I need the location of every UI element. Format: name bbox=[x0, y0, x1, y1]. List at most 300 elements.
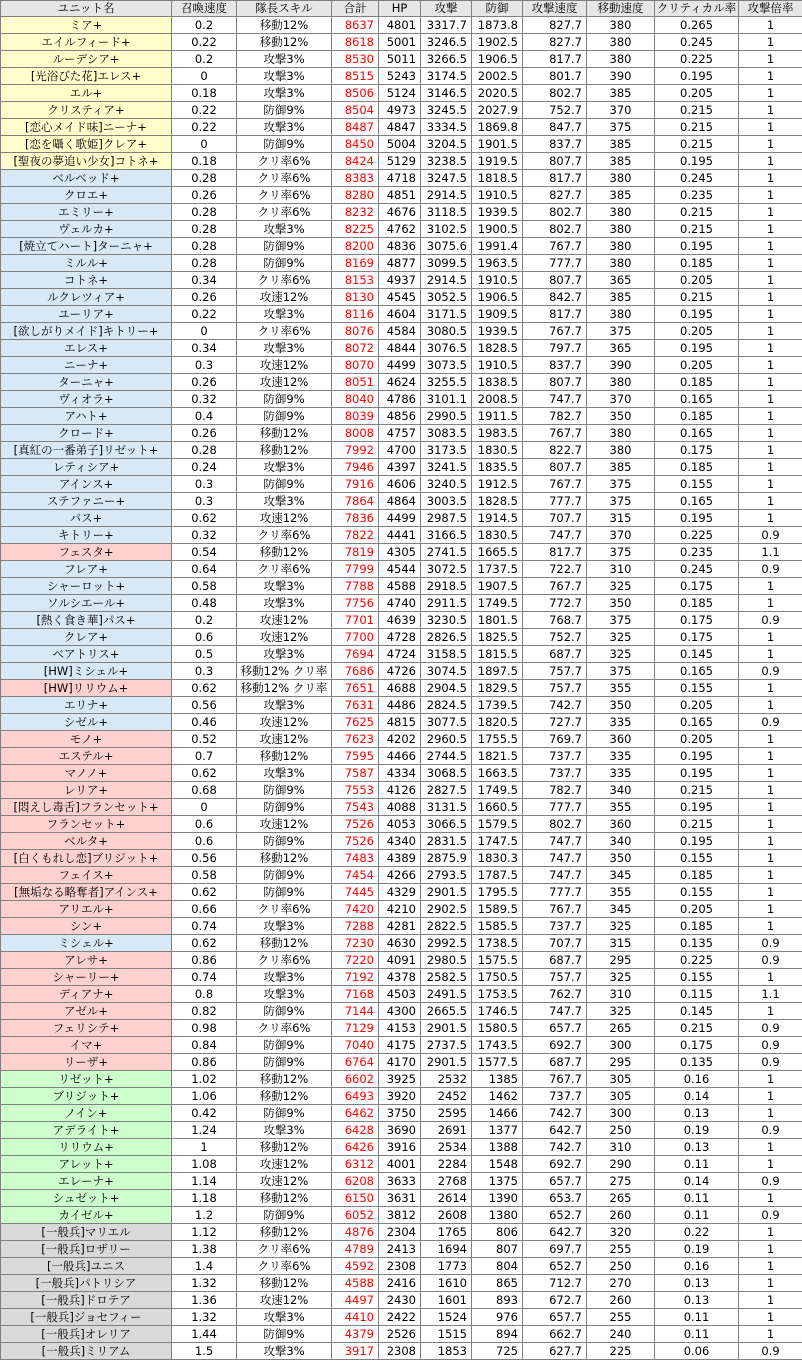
unit-name-cell[interactable]: [熱く食き華]パス+ bbox=[1, 612, 172, 629]
attack-cell[interactable]: 1524 bbox=[421, 1309, 472, 1326]
attack-cell[interactable]: 2826.5 bbox=[421, 629, 472, 646]
critical-rate-cell[interactable]: 0.175 bbox=[655, 442, 739, 459]
hp-cell[interactable]: 2308 bbox=[379, 1258, 421, 1275]
attack-cell[interactable]: 3255.5 bbox=[421, 374, 472, 391]
leader-skill-cell[interactable]: 防御9% bbox=[237, 476, 332, 493]
summon-speed-cell[interactable]: 0 bbox=[172, 799, 237, 816]
summon-speed-cell[interactable]: 1.08 bbox=[172, 1156, 237, 1173]
critical-rate-cell[interactable]: 0.155 bbox=[655, 884, 739, 901]
move-speed-cell[interactable]: 375 bbox=[587, 612, 655, 629]
defense-cell[interactable]: 1897.5 bbox=[472, 663, 523, 680]
attack-cell[interactable]: 2691 bbox=[421, 1122, 472, 1139]
attack-multiplier-cell[interactable]: 1 bbox=[739, 765, 802, 782]
hp-cell[interactable]: 3750 bbox=[379, 1105, 421, 1122]
critical-rate-cell[interactable]: 0.215 bbox=[655, 102, 739, 119]
summon-speed-cell[interactable]: 0.4 bbox=[172, 408, 237, 425]
attack-speed-cell[interactable]: 687.7 bbox=[523, 952, 587, 969]
total-cell[interactable]: 7220 bbox=[332, 952, 379, 969]
hp-cell[interactable]: 4266 bbox=[379, 867, 421, 884]
attack-speed-cell[interactable]: 817.7 bbox=[523, 170, 587, 187]
move-speed-cell[interactable]: 375 bbox=[587, 476, 655, 493]
move-speed-cell[interactable]: 365 bbox=[587, 272, 655, 289]
critical-rate-cell[interactable]: 0.185 bbox=[655, 918, 739, 935]
attack-cell[interactable]: 2980.5 bbox=[421, 952, 472, 969]
unit-name-cell[interactable]: レティシア+ bbox=[1, 459, 172, 476]
total-cell[interactable]: 8530 bbox=[332, 51, 379, 68]
critical-rate-cell[interactable]: 0.155 bbox=[655, 680, 739, 697]
hp-cell[interactable]: 4847 bbox=[379, 119, 421, 136]
move-speed-cell[interactable]: 265 bbox=[587, 1190, 655, 1207]
hp-cell[interactable]: 5129 bbox=[379, 153, 421, 170]
defense-cell[interactable]: 1575.5 bbox=[472, 952, 523, 969]
critical-rate-cell[interactable]: 0.185 bbox=[655, 867, 739, 884]
defense-cell[interactable]: 1830.5 bbox=[472, 442, 523, 459]
attack-cell[interactable]: 2534 bbox=[421, 1139, 472, 1156]
attack-cell[interactable]: 2452 bbox=[421, 1088, 472, 1105]
attack-multiplier-cell[interactable]: 1 bbox=[739, 1003, 802, 1020]
critical-rate-cell[interactable]: 0.215 bbox=[655, 782, 739, 799]
total-cell[interactable]: 6052 bbox=[332, 1207, 379, 1224]
summon-speed-cell[interactable]: 0.2 bbox=[172, 51, 237, 68]
move-speed-cell[interactable]: 275 bbox=[587, 1173, 655, 1190]
leader-skill-cell[interactable]: 移動12% bbox=[237, 935, 332, 952]
unit-name-cell[interactable]: シュゼット+ bbox=[1, 1190, 172, 1207]
unit-name-cell[interactable]: エレーナ+ bbox=[1, 1173, 172, 1190]
defense-cell[interactable]: 1821.5 bbox=[472, 748, 523, 765]
attack-multiplier-cell[interactable]: 1.1 bbox=[739, 544, 802, 561]
defense-cell[interactable]: 1577.5 bbox=[472, 1054, 523, 1071]
unit-name-cell[interactable]: アハト+ bbox=[1, 408, 172, 425]
defense-cell[interactable]: 1753.5 bbox=[472, 986, 523, 1003]
move-speed-cell[interactable]: 255 bbox=[587, 1309, 655, 1326]
total-cell[interactable]: 3917 bbox=[332, 1343, 379, 1360]
attack-cell[interactable]: 2491.5 bbox=[421, 986, 472, 1003]
critical-rate-cell[interactable]: 0.205 bbox=[655, 357, 739, 374]
attack-multiplier-cell[interactable]: 1 bbox=[739, 1275, 802, 1292]
critical-rate-cell[interactable]: 0.195 bbox=[655, 833, 739, 850]
unit-name-cell[interactable]: ベルタ+ bbox=[1, 833, 172, 850]
total-cell[interactable]: 6462 bbox=[332, 1105, 379, 1122]
hp-cell[interactable]: 4499 bbox=[379, 357, 421, 374]
unit-name-cell[interactable]: ソルシエール+ bbox=[1, 595, 172, 612]
unit-name-cell[interactable]: ミルル+ bbox=[1, 255, 172, 272]
attack-cell[interactable]: 3077.5 bbox=[421, 714, 472, 731]
leader-skill-cell[interactable]: 攻速12% bbox=[237, 629, 332, 646]
total-cell[interactable]: 8504 bbox=[332, 102, 379, 119]
leader-skill-cell[interactable]: 防御9% bbox=[237, 1105, 332, 1122]
hp-cell[interactable]: 4300 bbox=[379, 1003, 421, 1020]
move-speed-cell[interactable]: 380 bbox=[587, 425, 655, 442]
attack-cell[interactable]: 2822.5 bbox=[421, 918, 472, 935]
unit-name-cell[interactable]: シゼル+ bbox=[1, 714, 172, 731]
summon-speed-cell[interactable]: 0.6 bbox=[172, 816, 237, 833]
total-cell[interactable]: 8051 bbox=[332, 374, 379, 391]
attack-multiplier-cell[interactable]: 0.9 bbox=[739, 561, 802, 578]
attack-cell[interactable]: 2665.5 bbox=[421, 1003, 472, 1020]
critical-rate-cell[interactable]: 0.235 bbox=[655, 187, 739, 204]
summon-speed-cell[interactable]: 0.26 bbox=[172, 425, 237, 442]
summon-speed-cell[interactable]: 0.62 bbox=[172, 680, 237, 697]
move-speed-cell[interactable]: 295 bbox=[587, 952, 655, 969]
leader-skill-cell[interactable]: 攻撃3% bbox=[237, 85, 332, 102]
unit-name-cell[interactable]: ヴェルカ+ bbox=[1, 221, 172, 238]
move-speed-cell[interactable]: 375 bbox=[587, 323, 655, 340]
summon-speed-cell[interactable]: 0.22 bbox=[172, 102, 237, 119]
summon-speed-cell[interactable]: 0.6 bbox=[172, 833, 237, 850]
attack-multiplier-cell[interactable]: 1 bbox=[739, 102, 802, 119]
attack-cell[interactable]: 3247.5 bbox=[421, 170, 472, 187]
attack-multiplier-cell[interactable]: 0.9 bbox=[739, 1173, 802, 1190]
attack-multiplier-cell[interactable]: 1 bbox=[739, 289, 802, 306]
critical-rate-cell[interactable]: 0.175 bbox=[655, 629, 739, 646]
defense-cell[interactable]: 1909.5 bbox=[472, 306, 523, 323]
attack-speed-cell[interactable]: 757.7 bbox=[523, 969, 587, 986]
hp-cell[interactable]: 4126 bbox=[379, 782, 421, 799]
leader-skill-cell[interactable]: 攻撃3% bbox=[237, 969, 332, 986]
defense-cell[interactable]: 1991.4 bbox=[472, 238, 523, 255]
unit-name-cell[interactable]: エル+ bbox=[1, 85, 172, 102]
critical-rate-cell[interactable]: 0.225 bbox=[655, 51, 739, 68]
attack-speed-cell[interactable]: 777.7 bbox=[523, 493, 587, 510]
unit-name-cell[interactable]: [一般兵]オレリア bbox=[1, 1326, 172, 1343]
attack-speed-cell[interactable]: 807.7 bbox=[523, 459, 587, 476]
defense-cell[interactable]: 1873.8 bbox=[472, 17, 523, 34]
leader-skill-cell[interactable]: 移動12% bbox=[237, 1139, 332, 1156]
total-cell[interactable]: 8424 bbox=[332, 153, 379, 170]
move-speed-cell[interactable]: 325 bbox=[587, 646, 655, 663]
attack-cell[interactable]: 2902.5 bbox=[421, 901, 472, 918]
defense-cell[interactable]: 1829.5 bbox=[472, 680, 523, 697]
leader-skill-cell[interactable]: 移動12% bbox=[237, 1275, 332, 1292]
defense-cell[interactable]: 1738.5 bbox=[472, 935, 523, 952]
attack-speed-cell[interactable]: 797.7 bbox=[523, 340, 587, 357]
leader-skill-cell[interactable]: 攻撃3% bbox=[237, 578, 332, 595]
total-cell[interactable]: 4410 bbox=[332, 1309, 379, 1326]
critical-rate-cell[interactable]: 0.205 bbox=[655, 323, 739, 340]
move-speed-cell[interactable]: 305 bbox=[587, 1071, 655, 1088]
summon-speed-cell[interactable]: 0 bbox=[172, 323, 237, 340]
attack-multiplier-cell[interactable]: 0.9 bbox=[739, 1054, 802, 1071]
total-cell[interactable]: 7288 bbox=[332, 918, 379, 935]
attack-speed-cell[interactable]: 777.7 bbox=[523, 799, 587, 816]
move-speed-cell[interactable]: 310 bbox=[587, 561, 655, 578]
attack-multiplier-cell[interactable]: 0.9 bbox=[739, 952, 802, 969]
defense-cell[interactable]: 1900.5 bbox=[472, 221, 523, 238]
unit-name-cell[interactable]: クロエ+ bbox=[1, 187, 172, 204]
critical-rate-cell[interactable]: 0.13 bbox=[655, 1275, 739, 1292]
unit-name-cell[interactable]: シャーリー+ bbox=[1, 969, 172, 986]
unit-name-cell[interactable]: ルーデシア+ bbox=[1, 51, 172, 68]
attack-cell[interactable]: 2532 bbox=[421, 1071, 472, 1088]
attack-cell[interactable]: 2990.5 bbox=[421, 408, 472, 425]
critical-rate-cell[interactable]: 0.22 bbox=[655, 1224, 739, 1241]
critical-rate-cell[interactable]: 0.245 bbox=[655, 170, 739, 187]
attack-multiplier-cell[interactable]: 1 bbox=[739, 867, 802, 884]
summon-speed-cell[interactable]: 0.3 bbox=[172, 663, 237, 680]
attack-multiplier-cell[interactable]: 1 bbox=[739, 306, 802, 323]
move-speed-cell[interactable]: 345 bbox=[587, 901, 655, 918]
critical-rate-cell[interactable]: 0.145 bbox=[655, 1003, 739, 1020]
move-speed-cell[interactable]: 375 bbox=[587, 119, 655, 136]
hp-cell[interactable]: 4281 bbox=[379, 918, 421, 935]
move-speed-cell[interactable]: 385 bbox=[587, 136, 655, 153]
leader-skill-cell[interactable]: 移動12% クリ率 bbox=[237, 663, 332, 680]
unit-name-cell[interactable]: アデライト+ bbox=[1, 1122, 172, 1139]
total-cell[interactable]: 7788 bbox=[332, 578, 379, 595]
unit-name-cell[interactable]: [白くもれし恋]ブリジット+ bbox=[1, 850, 172, 867]
attack-cell[interactable]: 2744.5 bbox=[421, 748, 472, 765]
total-cell[interactable]: 7595 bbox=[332, 748, 379, 765]
leader-skill-cell[interactable]: 攻撃3% bbox=[237, 493, 332, 510]
attack-cell[interactable]: 3174.5 bbox=[421, 68, 472, 85]
unit-name-cell[interactable]: アリエル+ bbox=[1, 901, 172, 918]
defense-cell[interactable]: 1795.5 bbox=[472, 884, 523, 901]
attack-speed-cell[interactable]: 737.7 bbox=[523, 1088, 587, 1105]
critical-rate-cell[interactable]: 0.165 bbox=[655, 714, 739, 731]
critical-rate-cell[interactable]: 0.215 bbox=[655, 289, 739, 306]
attack-cell[interactable]: 2960.5 bbox=[421, 731, 472, 748]
hp-cell[interactable]: 4606 bbox=[379, 476, 421, 493]
leader-skill-cell[interactable]: 移動12% bbox=[237, 748, 332, 765]
total-cell[interactable]: 6602 bbox=[332, 1071, 379, 1088]
attack-speed-cell[interactable]: 827.7 bbox=[523, 187, 587, 204]
move-speed-cell[interactable]: 380 bbox=[587, 238, 655, 255]
unit-name-cell[interactable]: クリスティア+ bbox=[1, 102, 172, 119]
attack-cell[interactable]: 2901.5 bbox=[421, 1054, 472, 1071]
total-cell[interactable]: 8618 bbox=[332, 34, 379, 51]
critical-rate-cell[interactable]: 0.165 bbox=[655, 425, 739, 442]
unit-name-cell[interactable]: ステファニー+ bbox=[1, 493, 172, 510]
hp-cell[interactable]: 4937 bbox=[379, 272, 421, 289]
leader-skill-cell[interactable]: クリ率6% bbox=[237, 952, 332, 969]
attack-cell[interactable]: 1515 bbox=[421, 1326, 472, 1343]
unit-name-cell[interactable]: イマ+ bbox=[1, 1037, 172, 1054]
move-speed-cell[interactable]: 260 bbox=[587, 1292, 655, 1309]
move-speed-cell[interactable]: 355 bbox=[587, 680, 655, 697]
attack-cell[interactable]: 3246.5 bbox=[421, 34, 472, 51]
attack-cell[interactable]: 2768 bbox=[421, 1173, 472, 1190]
attack-cell[interactable]: 3003.5 bbox=[421, 493, 472, 510]
total-cell[interactable]: 8008 bbox=[332, 425, 379, 442]
move-speed-cell[interactable]: 335 bbox=[587, 748, 655, 765]
critical-rate-cell[interactable]: 0.185 bbox=[655, 374, 739, 391]
unit-name-cell[interactable]: アインス+ bbox=[1, 476, 172, 493]
unit-name-cell[interactable]: シャーロット+ bbox=[1, 578, 172, 595]
leader-skill-cell[interactable]: 攻撃3% bbox=[237, 595, 332, 612]
summon-speed-cell[interactable]: 1.32 bbox=[172, 1309, 237, 1326]
hp-cell[interactable]: 4053 bbox=[379, 816, 421, 833]
attack-cell[interactable]: 3118.5 bbox=[421, 204, 472, 221]
attack-speed-cell[interactable]: 767.7 bbox=[523, 425, 587, 442]
attack-speed-cell[interactable]: 807.7 bbox=[523, 153, 587, 170]
hp-cell[interactable]: 4864 bbox=[379, 493, 421, 510]
hp-cell[interactable]: 4815 bbox=[379, 714, 421, 731]
attack-cell[interactable]: 1853 bbox=[421, 1343, 472, 1360]
defense-cell[interactable]: 1914.5 bbox=[472, 510, 523, 527]
hp-cell[interactable]: 4724 bbox=[379, 646, 421, 663]
attack-cell[interactable]: 2875.9 bbox=[421, 850, 472, 867]
move-speed-cell[interactable]: 375 bbox=[587, 493, 655, 510]
attack-speed-cell[interactable]: 757.7 bbox=[523, 680, 587, 697]
col-header-critical-rate[interactable]: クリティカル率 bbox=[655, 1, 739, 17]
summon-speed-cell[interactable]: 0.26 bbox=[172, 187, 237, 204]
attack-cell[interactable]: 3099.5 bbox=[421, 255, 472, 272]
total-cell[interactable]: 6312 bbox=[332, 1156, 379, 1173]
total-cell[interactable]: 7623 bbox=[332, 731, 379, 748]
attack-multiplier-cell[interactable]: 1 bbox=[739, 323, 802, 340]
attack-multiplier-cell[interactable]: 0.9 bbox=[739, 935, 802, 952]
hp-cell[interactable]: 4639 bbox=[379, 612, 421, 629]
defense-cell[interactable]: 1388 bbox=[472, 1139, 523, 1156]
summon-speed-cell[interactable]: 0.32 bbox=[172, 527, 237, 544]
attack-speed-cell[interactable]: 727.7 bbox=[523, 714, 587, 731]
attack-multiplier-cell[interactable]: 1 bbox=[739, 442, 802, 459]
attack-cell[interactable]: 3146.5 bbox=[421, 85, 472, 102]
summon-speed-cell[interactable]: 0.62 bbox=[172, 510, 237, 527]
attack-speed-cell[interactable]: 767.7 bbox=[523, 238, 587, 255]
hp-cell[interactable]: 4676 bbox=[379, 204, 421, 221]
attack-multiplier-cell[interactable]: 1 bbox=[739, 238, 802, 255]
hp-cell[interactable]: 4844 bbox=[379, 340, 421, 357]
attack-cell[interactable]: 3131.5 bbox=[421, 799, 472, 816]
total-cell[interactable]: 7819 bbox=[332, 544, 379, 561]
leader-skill-cell[interactable]: 移動12% bbox=[237, 1190, 332, 1207]
critical-rate-cell[interactable]: 0.115 bbox=[655, 986, 739, 1003]
hp-cell[interactable]: 4856 bbox=[379, 408, 421, 425]
summon-speed-cell[interactable]: 0.46 bbox=[172, 714, 237, 731]
move-speed-cell[interactable]: 335 bbox=[587, 714, 655, 731]
critical-rate-cell[interactable]: 0.11 bbox=[655, 1190, 739, 1207]
hp-cell[interactable]: 4740 bbox=[379, 595, 421, 612]
attack-speed-cell[interactable]: 747.7 bbox=[523, 833, 587, 850]
attack-speed-cell[interactable]: 757.7 bbox=[523, 663, 587, 680]
move-speed-cell[interactable]: 365 bbox=[587, 340, 655, 357]
summon-speed-cell[interactable]: 0.62 bbox=[172, 765, 237, 782]
attack-cell[interactable]: 2987.5 bbox=[421, 510, 472, 527]
unit-name-cell[interactable]: シン+ bbox=[1, 918, 172, 935]
defense-cell[interactable]: 1828.5 bbox=[472, 493, 523, 510]
attack-speed-cell[interactable]: 837.7 bbox=[523, 357, 587, 374]
attack-cell[interactable]: 2911.5 bbox=[421, 595, 472, 612]
hp-cell[interactable]: 4378 bbox=[379, 969, 421, 986]
attack-cell[interactable]: 1601 bbox=[421, 1292, 472, 1309]
hp-cell[interactable]: 4877 bbox=[379, 255, 421, 272]
hp-cell[interactable]: 4088 bbox=[379, 799, 421, 816]
attack-multiplier-cell[interactable]: 1 bbox=[739, 374, 802, 391]
unit-name-cell[interactable]: [一般兵]ジョセフィー bbox=[1, 1309, 172, 1326]
unit-name-cell[interactable]: [光浴びた花]エレス+ bbox=[1, 68, 172, 85]
leader-skill-cell[interactable]: 攻撃3% bbox=[237, 697, 332, 714]
attack-cell[interactable]: 3266.5 bbox=[421, 51, 472, 68]
leader-skill-cell[interactable]: 攻速12% bbox=[237, 1292, 332, 1309]
attack-speed-cell[interactable]: 642.7 bbox=[523, 1122, 587, 1139]
critical-rate-cell[interactable]: 0.195 bbox=[655, 748, 739, 765]
attack-multiplier-cell[interactable]: 1 bbox=[739, 1190, 802, 1207]
critical-rate-cell[interactable]: 0.155 bbox=[655, 969, 739, 986]
leader-skill-cell[interactable]: 攻撃3% bbox=[237, 1309, 332, 1326]
attack-speed-cell[interactable]: 657.7 bbox=[523, 1309, 587, 1326]
attack-multiplier-cell[interactable]: 1 bbox=[739, 969, 802, 986]
critical-rate-cell[interactable]: 0.175 bbox=[655, 578, 739, 595]
hp-cell[interactable]: 4630 bbox=[379, 935, 421, 952]
critical-rate-cell[interactable]: 0.16 bbox=[655, 1071, 739, 1088]
attack-cell[interactable]: 2918.5 bbox=[421, 578, 472, 595]
critical-rate-cell[interactable]: 0.215 bbox=[655, 1020, 739, 1037]
move-speed-cell[interactable]: 360 bbox=[587, 731, 655, 748]
total-cell[interactable]: 7631 bbox=[332, 697, 379, 714]
hp-cell[interactable]: 2413 bbox=[379, 1241, 421, 1258]
total-cell[interactable]: 7701 bbox=[332, 612, 379, 629]
defense-cell[interactable]: 1910.5 bbox=[472, 187, 523, 204]
move-speed-cell[interactable]: 300 bbox=[587, 1037, 655, 1054]
move-speed-cell[interactable]: 380 bbox=[587, 51, 655, 68]
summon-speed-cell[interactable]: 0.18 bbox=[172, 153, 237, 170]
attack-speed-cell[interactable]: 747.7 bbox=[523, 527, 587, 544]
attack-multiplier-cell[interactable]: 1 bbox=[739, 1309, 802, 1326]
summon-speed-cell[interactable]: 0.28 bbox=[172, 204, 237, 221]
total-cell[interactable]: 6493 bbox=[332, 1088, 379, 1105]
total-cell[interactable]: 7454 bbox=[332, 867, 379, 884]
defense-cell[interactable]: 1869.8 bbox=[472, 119, 523, 136]
move-speed-cell[interactable]: 350 bbox=[587, 595, 655, 612]
attack-speed-cell[interactable]: 737.7 bbox=[523, 765, 587, 782]
critical-rate-cell[interactable]: 0.215 bbox=[655, 136, 739, 153]
move-speed-cell[interactable]: 305 bbox=[587, 1088, 655, 1105]
move-speed-cell[interactable]: 250 bbox=[587, 1258, 655, 1275]
total-cell[interactable]: 7946 bbox=[332, 459, 379, 476]
unit-name-cell[interactable]: [焼立てハート]ターニャ+ bbox=[1, 238, 172, 255]
hp-cell[interactable]: 3920 bbox=[379, 1088, 421, 1105]
total-cell[interactable]: 7700 bbox=[332, 629, 379, 646]
leader-skill-cell[interactable]: 攻速12% bbox=[237, 612, 332, 629]
attack-speed-cell[interactable]: 767.7 bbox=[523, 1071, 587, 1088]
leader-skill-cell[interactable]: クリ率6% bbox=[237, 1258, 332, 1275]
attack-speed-cell[interactable]: 807.7 bbox=[523, 374, 587, 391]
attack-cell[interactable]: 3101.1 bbox=[421, 391, 472, 408]
unit-name-cell[interactable]: ベルベッド+ bbox=[1, 170, 172, 187]
unit-name-cell[interactable]: ミシェル+ bbox=[1, 935, 172, 952]
attack-speed-cell[interactable]: 769.7 bbox=[523, 731, 587, 748]
summon-speed-cell[interactable]: 0.74 bbox=[172, 918, 237, 935]
attack-speed-cell[interactable]: 782.7 bbox=[523, 408, 587, 425]
total-cell[interactable]: 8487 bbox=[332, 119, 379, 136]
attack-speed-cell[interactable]: 747.7 bbox=[523, 391, 587, 408]
move-speed-cell[interactable]: 340 bbox=[587, 833, 655, 850]
total-cell[interactable]: 8116 bbox=[332, 306, 379, 323]
total-cell[interactable]: 7553 bbox=[332, 782, 379, 799]
defense-cell[interactable]: 1746.5 bbox=[472, 1003, 523, 1020]
summon-speed-cell[interactable]: 1.4 bbox=[172, 1258, 237, 1275]
attack-speed-cell[interactable]: 767.7 bbox=[523, 323, 587, 340]
unit-name-cell[interactable]: フェリシテ+ bbox=[1, 1020, 172, 1037]
move-speed-cell[interactable]: 370 bbox=[587, 527, 655, 544]
unit-name-cell[interactable]: クロード+ bbox=[1, 425, 172, 442]
attack-multiplier-cell[interactable]: 1.1 bbox=[739, 986, 802, 1003]
defense-cell[interactable]: 1375 bbox=[472, 1173, 523, 1190]
attack-multiplier-cell[interactable]: 1 bbox=[739, 17, 802, 34]
summon-speed-cell[interactable]: 1.36 bbox=[172, 1292, 237, 1309]
attack-multiplier-cell[interactable]: 1 bbox=[739, 1292, 802, 1309]
attack-multiplier-cell[interactable]: 1 bbox=[739, 1258, 802, 1275]
defense-cell[interactable]: 1835.5 bbox=[472, 459, 523, 476]
leader-skill-cell[interactable]: クリ率6% bbox=[237, 1241, 332, 1258]
attack-multiplier-cell[interactable]: 0.9 bbox=[739, 714, 802, 731]
move-speed-cell[interactable]: 380 bbox=[587, 34, 655, 51]
defense-cell[interactable]: 1390 bbox=[472, 1190, 523, 1207]
leader-skill-cell[interactable]: 攻撃3% bbox=[237, 68, 332, 85]
attack-speed-cell[interactable]: 662.7 bbox=[523, 1326, 587, 1343]
leader-skill-cell[interactable]: 移動12% bbox=[237, 1071, 332, 1088]
